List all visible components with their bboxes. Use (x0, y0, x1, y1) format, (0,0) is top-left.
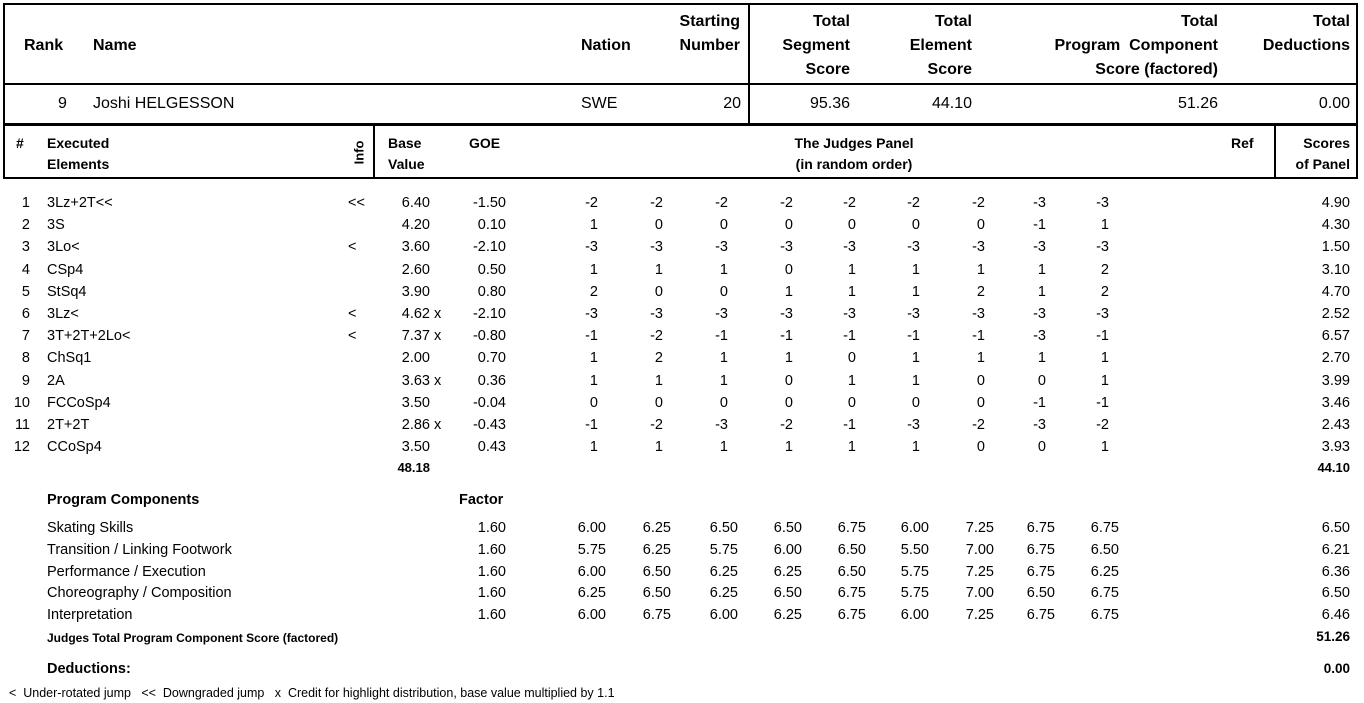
element-judge-mark: -3 (907, 306, 920, 322)
element-judge-mark: 2 (589, 283, 598, 300)
element-goe: -2.10 (472, 306, 506, 322)
element-goe: 0.36 (477, 372, 506, 389)
tss-label (782, 10, 850, 82)
component-judge-mark: 6.75 (1026, 563, 1055, 580)
element-name: 3S (47, 217, 65, 234)
components-factor-label: Factor (459, 492, 504, 508)
element-judge-mark: 1 (654, 261, 663, 278)
element-judge-mark: -2 (780, 417, 793, 433)
element-base-value: 3.90 (401, 283, 430, 300)
col-executed-label (47, 133, 109, 175)
element-panel-score: 2.70 (1321, 350, 1350, 367)
component-factor: 1.60 (477, 607, 506, 624)
component-judge-mark: 6.00 (900, 607, 929, 624)
component-judge-mark: 6.75 (1026, 607, 1055, 624)
rank-label: Rank (24, 37, 64, 54)
element-judge-mark: 0 (589, 394, 598, 411)
component-judge-mark: 6.50 (773, 520, 802, 536)
element-base-value: 2.00 (401, 350, 430, 367)
col-num-label: # (16, 135, 24, 151)
element-judge-mark: -3 (972, 306, 985, 322)
element-judge-mark: -1 (780, 328, 793, 345)
component-panel-score: 6.36 (1321, 563, 1350, 580)
element-judge-mark: 1 (1037, 283, 1046, 300)
component-judge-mark: 6.25 (642, 520, 671, 536)
element-judge-mark: -3 (1096, 239, 1109, 256)
component-judge-mark: 6.25 (773, 563, 802, 580)
element-judge-mark: 1 (911, 372, 920, 389)
component-panel-score: 6.50 (1321, 585, 1350, 602)
element-judge-mark: 1 (1100, 217, 1109, 234)
element-judge-mark: 1 (589, 350, 598, 367)
element-num: 5 (21, 283, 30, 300)
pcs-label (1054, 10, 1218, 82)
element-num: 8 (21, 350, 30, 367)
element-goe: -2.10 (472, 239, 506, 256)
element-judge-mark: -1 (1096, 394, 1109, 411)
col-judges-label (754, 133, 954, 175)
element-judge-mark: -3 (1096, 306, 1109, 322)
element-judge-mark: -1 (585, 417, 598, 433)
tes-label-line3: Score (927, 61, 972, 78)
element-judge-mark: -2 (650, 195, 663, 211)
element-num: 7 (21, 328, 30, 345)
component-judge-mark: 6.25 (773, 607, 802, 624)
element-judge-mark: 1 (911, 261, 920, 278)
element-judge-mark: 0 (654, 283, 663, 300)
element-info: < (348, 328, 357, 345)
component-judge-mark: 6.50 (773, 585, 802, 602)
col-info-label: Info (351, 140, 367, 165)
element-num: 12 (13, 439, 30, 456)
element-num: 11 (14, 417, 30, 433)
element-judge-mark: -1 (843, 328, 856, 345)
col-executed-line2: Elements (47, 156, 110, 172)
element-judge-mark: -2 (585, 195, 598, 211)
element-judge-mark: -3 (972, 239, 985, 256)
element-judge-mark: -3 (1033, 328, 1046, 345)
element-judge-mark: 1 (784, 350, 793, 367)
element-panel-score: 3.93 (1321, 439, 1350, 456)
skater-tes: 44.10 (931, 95, 972, 112)
element-judge-mark: -3 (650, 306, 663, 322)
element-panel-score: 4.70 (1321, 283, 1350, 300)
element-base-value: 4.20 (401, 217, 430, 234)
element-goe: -0.80 (472, 328, 506, 345)
element-name: 3T+2T+2Lo< (47, 328, 131, 345)
col-goe-label: GOE (469, 135, 501, 151)
component-judge-mark: 7.00 (965, 541, 994, 558)
element-info: < (348, 239, 357, 256)
element-judge-mark: 0 (976, 372, 985, 389)
element-judge-mark: 2 (1100, 283, 1109, 300)
header-divider (3, 83, 1358, 85)
pcs-label-line1: Total (1180, 13, 1218, 30)
element-judge-mark: 1 (847, 283, 856, 300)
element-judge-mark: -2 (715, 195, 728, 211)
element-base-value: 4.62 (401, 306, 430, 322)
component-judge-mark: 6.25 (577, 585, 606, 602)
element-num: 1 (21, 195, 30, 211)
elements-base-total: 48.18 (397, 460, 430, 475)
component-name: Interpretation (47, 607, 133, 624)
elements-header-divider-info (373, 124, 375, 179)
element-judge-mark: -2 (972, 195, 985, 211)
component-judge-mark: 6.75 (837, 607, 866, 624)
element-judge-mark: -1 (585, 328, 598, 345)
element-judge-mark: 1 (719, 350, 728, 367)
element-bonus-mark: x (434, 328, 442, 345)
tss-label-line3: Score (805, 61, 850, 78)
element-judge-mark: -1 (1096, 328, 1109, 345)
component-judge-mark: 7.25 (965, 563, 994, 580)
header-vertical-divider (748, 3, 750, 125)
element-judge-mark: -2 (972, 417, 985, 433)
component-judge-mark: 6.50 (642, 585, 671, 602)
component-name: Skating Skills (47, 520, 134, 536)
element-judge-mark: 1 (784, 439, 793, 456)
starting-number-label-line1: Starting (679, 13, 740, 30)
deductions-row-label: Deductions: (47, 661, 131, 677)
component-judge-mark: 6.75 (1090, 607, 1119, 624)
deductions-row-value: 0.00 (1323, 661, 1350, 676)
element-panel-score: 4.90 (1321, 195, 1350, 211)
element-judge-mark: 1 (1037, 350, 1046, 367)
component-factor: 1.60 (477, 520, 506, 536)
element-judge-mark: -2 (650, 328, 663, 345)
component-judge-mark: 6.75 (642, 607, 671, 624)
component-factor: 1.60 (477, 563, 506, 580)
element-name: FCCoSp4 (47, 394, 111, 411)
col-judges-line1: The Judges Panel (794, 135, 914, 151)
element-base-value: 3.50 (401, 394, 430, 411)
element-judge-mark: -3 (780, 306, 793, 322)
element-judge-mark: 1 (847, 261, 856, 278)
element-name: CSp4 (47, 261, 84, 278)
component-judge-mark: 5.75 (709, 541, 738, 558)
element-judge-mark: 0 (847, 350, 856, 367)
component-judge-mark: 6.00 (900, 520, 929, 536)
element-goe: -1.50 (472, 195, 506, 211)
element-judge-mark: 1 (589, 217, 598, 234)
col-executed-line1: Executed (47, 135, 110, 151)
element-judge-mark: -3 (585, 239, 598, 256)
tes-label-line2: Element (909, 37, 972, 54)
element-judge-mark: 1 (719, 261, 728, 278)
col-scores-line2: of Panel (1295, 156, 1350, 172)
element-num: 9 (21, 372, 30, 389)
skater-pcs: 51.26 (1177, 95, 1218, 112)
element-judge-mark: -3 (780, 239, 793, 256)
deductions-label-line2: Deductions (1262, 37, 1350, 54)
component-judge-mark: 6.00 (709, 607, 738, 624)
element-judge-mark: 1 (911, 439, 920, 456)
element-goe: 0.10 (477, 217, 506, 234)
element-judge-mark: 1 (976, 350, 985, 367)
element-judge-mark: 0 (784, 372, 793, 389)
element-judge-mark: -3 (843, 306, 856, 322)
element-base-value: 3.63 (401, 372, 430, 389)
component-judge-mark: 6.25 (1090, 563, 1119, 580)
components-total-label: Judges Total Program Component Score (factored) (47, 631, 339, 645)
components-total-value: 51.26 (1316, 629, 1350, 644)
col-base-line2: Value (388, 156, 425, 172)
skater-rank: 9 (58, 95, 67, 112)
component-judge-mark: 6.75 (1026, 520, 1055, 536)
element-judge-mark: -3 (1033, 195, 1046, 211)
component-judge-mark: 6.50 (1026, 585, 1055, 602)
component-judge-mark: 7.25 (965, 607, 994, 624)
element-judge-mark: -2 (780, 195, 793, 211)
element-name: StSq4 (47, 283, 87, 300)
element-judge-mark: -3 (1033, 306, 1046, 322)
element-judge-mark: 1 (654, 372, 663, 389)
element-base-value: 3.60 (401, 239, 430, 256)
skater-nation: SWE (581, 95, 618, 112)
element-panel-score: 6.57 (1321, 328, 1350, 345)
element-judge-mark: -1 (972, 328, 985, 345)
element-panel-score: 3.99 (1321, 372, 1350, 389)
element-judge-mark: -3 (843, 239, 856, 256)
element-judge-mark: 1 (719, 372, 728, 389)
component-judge-mark: 6.50 (837, 541, 866, 558)
element-judge-mark: 1 (1100, 350, 1109, 367)
components-title: Program Components (47, 492, 200, 508)
element-judge-mark: 0 (719, 394, 728, 411)
element-info: << (348, 195, 365, 211)
component-judge-mark: 6.00 (773, 541, 802, 558)
component-panel-score: 6.21 (1321, 541, 1350, 558)
element-judge-mark: 2 (654, 350, 663, 367)
starting-number-label-line2: Number (679, 37, 740, 54)
element-panel-score: 2.52 (1321, 306, 1350, 322)
element-judge-mark: -2 (1096, 417, 1109, 433)
tss-label-line2: Segment (782, 37, 850, 54)
element-judge-mark: -3 (1033, 417, 1046, 433)
component-judge-mark: 5.75 (577, 541, 606, 558)
element-judge-mark: 1 (911, 350, 920, 367)
element-judge-mark: 1 (1100, 439, 1109, 456)
element-num: 10 (13, 394, 30, 411)
element-goe: 0.43 (477, 439, 506, 456)
deductions-label (1263, 10, 1350, 58)
element-goe: 0.70 (477, 350, 506, 367)
component-name: Choreography / Composition (47, 585, 232, 602)
element-name: 3Lz< (47, 306, 79, 322)
component-judge-mark: 5.75 (900, 585, 929, 602)
element-name: CCoSp4 (47, 439, 102, 456)
skater-deductions: 0.00 (1318, 95, 1350, 112)
element-judge-mark: 0 (784, 394, 793, 411)
element-judge-mark: -1 (907, 328, 920, 345)
element-name: ChSq1 (47, 350, 92, 367)
col-ref-label: Ref (1231, 135, 1254, 151)
pcs-label-line3: Score (factored) (1095, 61, 1218, 78)
element-judge-mark: 1 (976, 261, 985, 278)
element-judge-mark: 0 (784, 261, 793, 278)
component-judge-mark: 6.00 (577, 520, 606, 536)
element-judge-mark: 0 (719, 217, 728, 234)
element-judge-mark: 1 (911, 283, 920, 300)
legend-text: < Under-rotated jump << Downgraded jump x Credit for highlight distribution, base value multiplied by 1.1 (9, 686, 615, 700)
element-judge-mark: 2 (1100, 261, 1109, 278)
element-judge-mark: 0 (719, 283, 728, 300)
component-name: Transition / Linking Footwork (47, 541, 232, 558)
element-judge-mark: -3 (907, 417, 920, 433)
col-base-label (388, 133, 425, 175)
element-judge-mark: 2 (976, 283, 985, 300)
col-scores-line1: Scores (1303, 135, 1350, 151)
element-judge-mark: 0 (784, 217, 793, 234)
component-factor: 1.60 (477, 541, 506, 558)
tes-label (910, 10, 972, 82)
col-scores-label (1296, 133, 1350, 175)
element-name: 3Lo< (47, 239, 80, 256)
element-judge-mark: 1 (719, 439, 728, 456)
element-judge-mark: 1 (589, 372, 598, 389)
component-panel-score: 6.50 (1321, 520, 1350, 536)
element-judge-mark: -2 (650, 417, 663, 433)
skater-starting-number: 20 (723, 95, 741, 112)
name-label: Name (93, 37, 137, 54)
element-name: 3Lz+2T<< (47, 195, 113, 211)
element-base-value: 7.37 (401, 328, 430, 345)
component-panel-score: 6.46 (1321, 607, 1350, 624)
element-judge-mark: 1 (847, 439, 856, 456)
element-judge-mark: -3 (1096, 195, 1109, 211)
element-judge-mark: 0 (847, 217, 856, 234)
element-judge-mark: 1 (654, 439, 663, 456)
component-judge-mark: 7.00 (965, 585, 994, 602)
element-panel-score: 1.50 (1321, 239, 1350, 256)
col-base-line1: Base (388, 135, 422, 151)
tes-label-line1: Total (934, 13, 972, 30)
component-judge-mark: 7.25 (965, 520, 994, 536)
element-base-value: 6.40 (401, 195, 430, 211)
element-judge-mark: -3 (715, 417, 728, 433)
element-judge-mark: 0 (976, 394, 985, 411)
component-judge-mark: 6.50 (1090, 541, 1119, 558)
component-judge-mark: 6.75 (1026, 541, 1055, 558)
starting-number-label (680, 10, 740, 58)
element-num: 4 (21, 261, 30, 278)
component-judge-mark: 5.50 (900, 541, 929, 558)
component-judge-mark: 6.75 (1090, 585, 1119, 602)
tss-label-line1: Total (812, 13, 850, 30)
element-bonus-mark: x (434, 417, 442, 433)
element-goe: -0.04 (472, 394, 506, 411)
pcs-label-line2: Program Component (1054, 37, 1218, 54)
element-name: 2A (47, 372, 65, 389)
element-judge-mark: 0 (911, 394, 920, 411)
element-bonus-mark: x (434, 372, 442, 389)
element-judge-mark: -3 (1033, 239, 1046, 256)
skater-name: Joshi HELGESSON (93, 95, 235, 112)
element-judge-mark: -3 (715, 306, 728, 322)
element-judge-mark: -1 (715, 328, 728, 345)
element-panel-score: 2.43 (1321, 417, 1350, 433)
element-judge-mark: 0 (976, 217, 985, 234)
element-judge-mark: 1 (1100, 372, 1109, 389)
component-judge-mark: 6.00 (577, 607, 606, 624)
component-judge-mark: 6.75 (837, 520, 866, 536)
element-judge-mark: 1 (847, 372, 856, 389)
element-base-value: 2.86 (401, 417, 430, 433)
element-judge-mark: 0 (976, 439, 985, 456)
component-judge-mark: 6.75 (1090, 520, 1119, 536)
component-judge-mark: 6.50 (837, 563, 866, 580)
element-judge-mark: -3 (715, 239, 728, 256)
skater-tss: 95.36 (809, 95, 850, 112)
elements-header-divider-ref (1274, 124, 1276, 179)
element-judge-mark: 1 (589, 439, 598, 456)
element-base-value: 3.50 (401, 439, 430, 456)
element-judge-mark: -1 (1033, 394, 1046, 411)
element-panel-score: 4.30 (1321, 217, 1350, 234)
element-judge-mark: -1 (1033, 217, 1046, 234)
element-panel-score: 3.10 (1321, 261, 1350, 278)
element-num: 6 (21, 306, 30, 322)
element-judge-mark: 0 (847, 394, 856, 411)
deductions-label-line1: Total (1312, 13, 1350, 30)
elements-score-total: 44.10 (1317, 460, 1350, 475)
component-judge-mark: 6.50 (642, 563, 671, 580)
element-base-value: 2.60 (401, 261, 430, 278)
component-factor: 1.60 (477, 585, 506, 602)
element-judge-mark: 0 (1037, 439, 1046, 456)
element-judge-mark: -1 (843, 417, 856, 433)
element-judge-mark: 0 (654, 217, 663, 234)
element-num: 3 (21, 239, 30, 256)
element-judge-mark: 0 (1037, 372, 1046, 389)
elements-header-box (3, 124, 1358, 179)
element-judge-mark: 0 (911, 217, 920, 234)
element-name: 2T+2T (47, 417, 90, 433)
element-judge-mark: -3 (907, 239, 920, 256)
element-judge-mark: 1 (784, 283, 793, 300)
component-judge-mark: 6.50 (709, 520, 738, 536)
element-judge-mark: -2 (843, 195, 856, 211)
element-panel-score: 3.46 (1321, 394, 1350, 411)
col-judges-line2: (in random order) (795, 156, 913, 172)
component-judge-mark: 6.00 (577, 563, 606, 580)
component-judge-mark: 5.75 (900, 563, 929, 580)
component-judge-mark: 6.25 (642, 541, 671, 558)
nation-label: Nation (581, 37, 631, 54)
element-judge-mark: 1 (1037, 261, 1046, 278)
element-judge-mark: -3 (585, 306, 598, 322)
component-judge-mark: 6.25 (709, 585, 738, 602)
element-judge-mark: 0 (654, 394, 663, 411)
element-judge-mark: -3 (650, 239, 663, 256)
component-name: Performance / Execution (47, 563, 206, 580)
element-judge-mark: 1 (589, 261, 598, 278)
element-goe: 0.80 (477, 283, 506, 300)
element-judge-mark: -2 (907, 195, 920, 211)
element-bonus-mark: x (434, 306, 442, 322)
component-judge-mark: 6.75 (837, 585, 866, 602)
element-goe: 0.50 (477, 261, 506, 278)
element-num: 2 (21, 217, 30, 234)
element-goe: -0.43 (472, 417, 506, 433)
element-info: < (348, 306, 357, 322)
component-judge-mark: 6.25 (709, 563, 738, 580)
